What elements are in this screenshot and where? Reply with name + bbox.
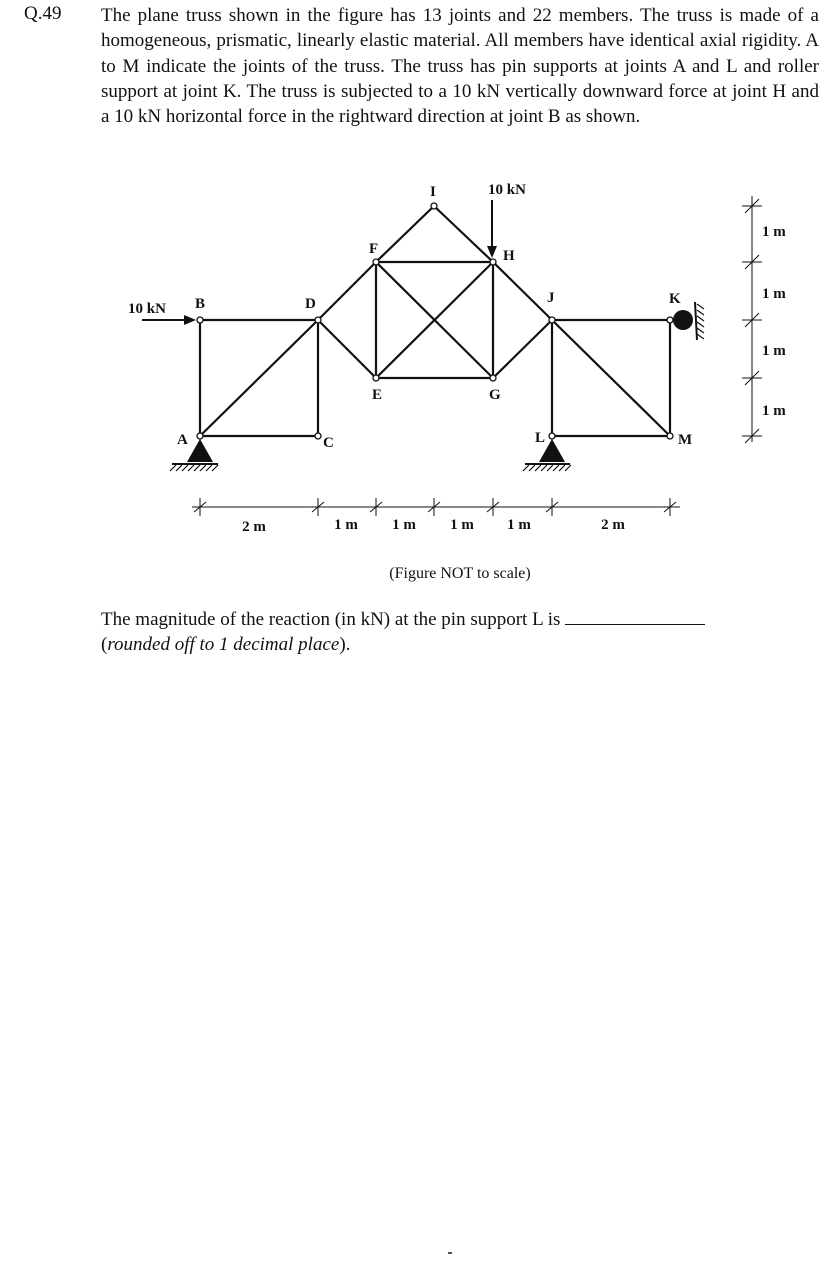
joint-B	[197, 317, 203, 323]
label-I: I	[430, 184, 436, 200]
joint-C	[315, 433, 321, 439]
truss-members	[200, 206, 670, 436]
label-H: H	[503, 248, 515, 264]
pin-support-L	[523, 439, 571, 471]
member-IH	[434, 206, 493, 262]
member-JM	[552, 320, 670, 436]
dim-AC: 2 m	[242, 519, 266, 535]
truss-figure	[0, 0, 840, 600]
joint-M	[667, 433, 673, 439]
dim-IH-vertical: 1 m	[762, 224, 786, 240]
load-label-H: 10 kN	[488, 182, 526, 198]
page-mark	[448, 1252, 452, 1254]
label-K: K	[669, 291, 681, 307]
joint-G	[490, 375, 496, 381]
label-E: E	[372, 387, 383, 403]
load-label-B: 10 kN	[128, 301, 166, 317]
member-DE	[318, 320, 376, 378]
label-A: A	[177, 432, 188, 448]
dim-JG-vertical: 1 m	[762, 343, 786, 359]
label-J: J	[547, 290, 555, 306]
figure-caption: (Figure NOT to scale)	[389, 565, 531, 582]
member-HJ	[493, 262, 552, 320]
label-G: G	[489, 387, 501, 403]
answer-rounding-note: rounded off to 1 decimal place	[107, 634, 340, 655]
answer-prompt-text: The magnitude of the reaction (in kN) at the pin support L is	[101, 609, 561, 630]
vertical-dimension-line	[742, 196, 762, 443]
dim-GL: 1 m	[507, 517, 531, 533]
horizontal-dimension-line	[192, 498, 680, 516]
dim-HJ-vertical: 1 m	[762, 286, 786, 302]
dim-LM: 2 m	[601, 517, 625, 533]
label-F: F	[369, 241, 379, 257]
joint-A	[197, 433, 203, 439]
label-M: M	[678, 432, 693, 448]
answer-prompt: The magnitude of the reaction (in kN) at the pin support L is (rounded off to 1 decimal place).	[101, 607, 819, 657]
dim-GL-vertical: 1 m	[762, 403, 786, 419]
member-GJ	[493, 320, 552, 378]
joint-E	[373, 375, 379, 381]
joint-H	[490, 259, 496, 265]
label-B: B	[195, 296, 206, 312]
answer-blank[interactable]	[565, 610, 705, 625]
joint-D	[315, 317, 321, 323]
load-arrow-H	[487, 200, 497, 258]
dim-CE: 1 m	[334, 517, 358, 533]
member-DF	[318, 262, 376, 320]
question-text: The plane truss shown in the figure has 13 joints and 22 members. The truss is made of a homogeneous, prismatic, linearly elastic material. All members have identical axial rigidity. A to M indicate the joints of the truss. The truss has pin supports at joints A and L and roller support at joint K. The truss is subjected to a 10 kN vertically downward force at joint H and a 10 kN horizontal force in the rightward direction at joint B as shown.	[101, 5, 819, 128]
joint-L	[549, 433, 555, 439]
member-AD	[200, 320, 318, 436]
joint-F	[373, 259, 379, 265]
question-number: Q.49	[24, 3, 62, 24]
dim-IG: 1 m	[450, 517, 474, 533]
joint-I	[431, 203, 437, 209]
dim-EI: 1 m	[392, 517, 416, 533]
roller-support-K	[673, 302, 704, 340]
joint-K	[667, 317, 673, 323]
label-L: L	[535, 430, 546, 446]
label-C: C	[323, 435, 334, 451]
label-D: D	[305, 296, 316, 312]
member-FI	[376, 206, 434, 262]
joint-J	[549, 317, 555, 323]
